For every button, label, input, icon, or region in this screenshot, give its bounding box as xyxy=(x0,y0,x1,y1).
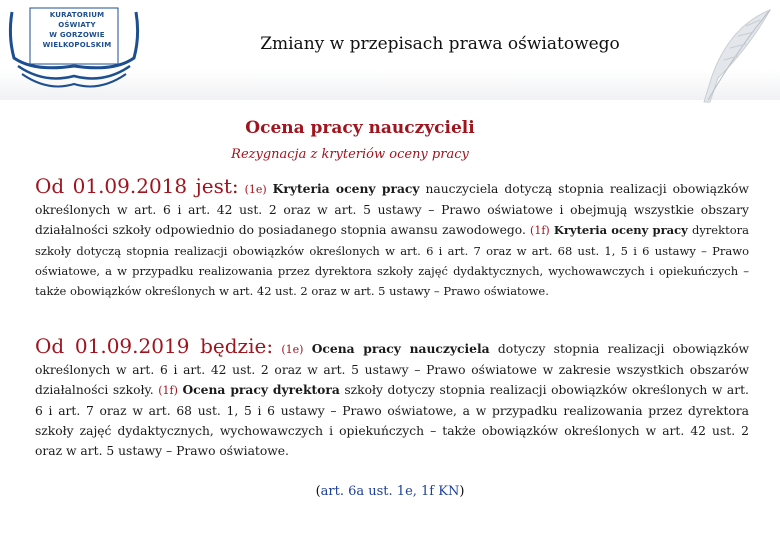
paragraph-2018 xyxy=(35,176,749,301)
evaluation-director-text: szkoły dotyczy stopnia realizacji obowiązków określonych w art. 6 i art. 7 oraz w art. 68 ust. 1, 5 i 6 ustawy – Prawo oświatowe, a w przypadku realizowania przez dyrektora szkoły zajęć dydaktycznych, wychowawczych i opiekuńczych – także obowiązków określonych w art. 42 ust. 2 oraz w art. 5 ustawy – Prawo oświatowe. xyxy=(35,383,749,458)
reference-text: art. 6a ust. 1e, 1f KN xyxy=(320,484,460,499)
evaluation-teacher-text: dotyczy stopnia realizacji obowiązków określonych w art. 6 i art. 42 ust. 2 oraz w art. 5 ustawy – Prawo oświatowe w zakresie wszystkich obszarów działalności szkoły. xyxy=(35,342,749,397)
tag-1f: (1f) xyxy=(158,384,178,397)
criteria-director-text: dyrektora szkoły dotyczą stopnia realizacji obowiązków określonych w art. 6 i art. 7 oraz w art. 68 ust. 1, 5 i 6 ustawy – Prawo oświatowe, a w przypadku realizowania przez dyrektora szkoły zajęć dydaktycznych, wychowawczych i opiekuńczych – także obowiązków określonych w art. 42 ust. 2 oraz w art. 5 ustawy – Prawo oświatowe. xyxy=(35,223,749,298)
date-2018: Od 01.09.2018 jest: xyxy=(35,174,239,198)
kuratorium-logo xyxy=(4,6,144,94)
logo-line: WIELKOPOLSKIM xyxy=(42,41,112,49)
date-2019: Od 01.09.2019 będzie: xyxy=(35,334,274,358)
evaluation-director-bold: Ocena pracy dyrektora xyxy=(182,382,340,397)
criteria-teacher-bold: Kryteria oceny pracy xyxy=(272,181,420,196)
criteria-director-bold: Kryteria oceny pracy xyxy=(553,223,688,237)
logo-line: OŚWIATY xyxy=(58,21,96,29)
evaluation-teacher-bold: Ocena pracy nauczyciela xyxy=(311,341,490,356)
section-title: Ocena pracy nauczycieli xyxy=(245,118,475,138)
criteria-teacher-text: nauczyciela dotyczą stopnia realizacji obowiązków określonych w art. 6 i art. 42 ust. 2 oraz w art. 5 ustawy – Prawo oświatowe i obejmują wszystkie obszary działalności szkoły odpowiednio do posiadanego stopnia awansu zawodowego. xyxy=(35,182,749,237)
slide-header xyxy=(0,0,780,100)
tag-1f: (1f) xyxy=(530,224,550,237)
feather-icon xyxy=(690,6,775,106)
section-subtitle: Rezygnacja z kryteriów oceny pracy xyxy=(231,147,469,162)
legal-reference xyxy=(0,484,780,499)
paren-close: ) xyxy=(459,484,465,499)
tag-1e: (1e) xyxy=(281,343,304,356)
paren-open: ( xyxy=(315,484,321,499)
slide-title: Zmiany w przepisach prawa oświatowego xyxy=(260,34,620,54)
paragraph-2019 xyxy=(35,336,749,461)
logo-line: W GORZOWIE xyxy=(49,31,105,39)
logo-text xyxy=(34,10,120,50)
tag-1e: (1e) xyxy=(244,183,267,196)
logo-line: KURATORIUM xyxy=(49,11,105,19)
